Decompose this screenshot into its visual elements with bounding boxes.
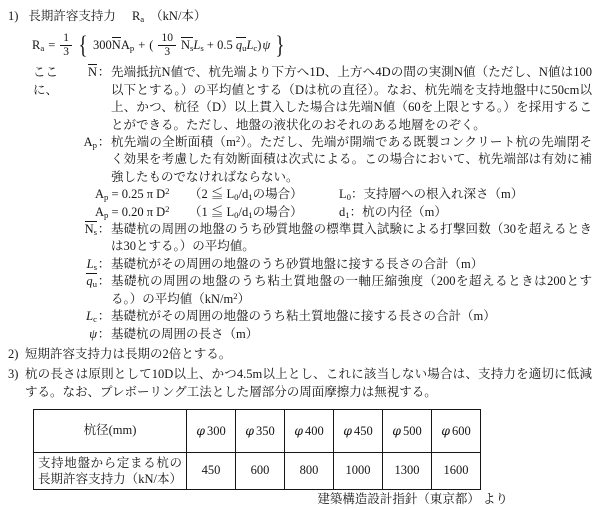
open-paren: ( [149, 37, 154, 52]
ap-note: $d_1$：杭の内径（m） [339, 204, 447, 220]
capacity-row-label-line2: 長期許容支持力（kN/本） [38, 472, 182, 487]
section3 [8, 366, 592, 401]
section3-number: 3) [8, 367, 19, 382]
table-value-row [34, 453, 481, 490]
definition-prefix [33, 134, 75, 186]
definition-text: 基礎杭がその周囲の地盤のうち粘土質地盤に接する長さの合計（m） [111, 309, 496, 324]
friction-fraction [158, 32, 176, 58]
definitions-list [33, 64, 592, 343]
definition-colon: ： [97, 65, 111, 80]
phi-symbol: φ [392, 422, 401, 438]
phi-symbol: φ [245, 422, 254, 438]
definition-prefix [33, 221, 75, 256]
pile-diameter-header [334, 410, 383, 453]
bearing-capacity-value: 1600 [432, 453, 481, 490]
diameter-number: 600 [452, 423, 471, 438]
section2-number: 2) [8, 346, 19, 361]
bearing-capacity-value: 1000 [334, 453, 383, 490]
table-header-row [34, 410, 481, 453]
bearing-capacity-value: 1300 [383, 453, 432, 490]
definition-row [33, 273, 592, 308]
bearing-capacity-value: 450 [187, 453, 236, 490]
fraction-numerator: 10 [158, 32, 176, 46]
pile-diameter-header [383, 410, 432, 453]
section1-heading [8, 8, 592, 25]
definition-symbol: $L_s$ [86, 256, 97, 273]
section2-text: 短期許容支持力は長期の2倍とする。 [25, 346, 232, 361]
ap-formula-row [95, 204, 592, 221]
ap-formula: $A_p = 0.20$ π $D^2$ [95, 203, 170, 220]
section1-unit: （kN/本） [150, 9, 207, 23]
open-brace: { [78, 31, 88, 59]
diameter-number: 300 [207, 423, 226, 438]
definition-symbol: $L_c$ [86, 309, 97, 325]
section1-number: 1) [8, 9, 19, 23]
definition-symbol: ψ [89, 326, 97, 341]
formula-lhs: $R_a$ [32, 37, 45, 53]
ap-condition: （1 ≦ $L_0/d_1$の場合） [189, 204, 303, 220]
definition-prefix [33, 256, 75, 273]
diameter-number: 500 [403, 423, 422, 438]
definition-colon: ： [97, 256, 111, 271]
capacity-row-label-line1: 支持地盤から定まる杭の [38, 456, 182, 471]
section3-text: 杭の長さは原則として10D以上、かつ4.5m以上とし、これに該当しない場合は、支持力を適切に低減する。なお、プレボーリング工法とした層部分の周面摩擦力は無視する。 [25, 367, 592, 399]
bearing-capacity-table [33, 409, 481, 490]
diameter-number: 350 [256, 423, 275, 438]
definition-row [33, 326, 592, 343]
definition-text: 杭先端の全断面積$(m^2)$。ただし、先端が開端である既製コンクリート杭の先端閉そく効果を考慮した有効断面積は次式による。この場合において、杭先端部は有効に補強したものでなければならない。 [111, 134, 592, 184]
definition-symbol: $q_u$ [86, 274, 97, 290]
definition-prefix [33, 308, 75, 325]
diameter-number: 450 [354, 423, 373, 438]
bearing-capacity-formula [32, 30, 592, 60]
coefficient-fraction [60, 32, 72, 58]
close-brace: } [275, 31, 285, 59]
pile-diameter-header [432, 410, 481, 453]
section2 [8, 346, 592, 363]
definition-symbol: $N_s$ [84, 222, 97, 238]
definition-prefix [33, 326, 75, 343]
definition-text: 基礎杭の周囲の地盤のうち粘土質地盤の一軸圧縮強度（200を超えるときは200とする。）の平均値$(kN/m^2)$ [111, 274, 592, 306]
definition-prefix [33, 273, 75, 308]
definition-symbol: N [87, 65, 97, 80]
fraction-denominator: 3 [63, 45, 70, 58]
definition-row [33, 221, 592, 256]
ap-condition: （2 ≦ $L_0/d_1$の場合） [189, 187, 303, 203]
definition-colon: ： [97, 309, 111, 324]
definition-row [33, 256, 592, 273]
definition-colon: ： [97, 274, 111, 289]
definition-row [33, 64, 592, 134]
skin-friction-term: $N_sL_s + 0.5$ $q_uL_c$ [180, 37, 258, 53]
ap-note: $L_0$：支持層への根入れ深さ（m） [339, 187, 524, 203]
capacity-row-label-cell [34, 453, 187, 490]
fraction-denominator: 3 [164, 45, 171, 58]
plus-operator: + [138, 37, 146, 52]
section1-title: 長期許容支持力 [28, 9, 116, 23]
definition-text: 先端抵抗N値で、杭先端より下方へ1D、上方へ4Dの間の実測N値（ただし、N値は100以下とする。）の平均値とする（Dは杭の直径）。なお、杭先端を支持地盤中に50cm以上、かつ、杭径（D）以上貫入した場合は先端N値（60を上限とする。）を採用することができる。ただし、地盤の液状化のおそれのある地層をのぞく。 [111, 65, 592, 132]
definition-prefix: ここに、 [33, 65, 59, 97]
bearing-capacity-value: 600 [236, 453, 285, 490]
definition-text: 基礎杭がその周囲の地盤のうち砂質地盤に接する長さの合計（m） [111, 256, 484, 271]
ap-formula-row [95, 186, 592, 203]
phi-symbol: φ [196, 422, 205, 438]
pile-diameter-header [285, 410, 334, 453]
close-paren: ) [257, 37, 262, 52]
definition-text: 基礎杭の周囲の長さ（m） [111, 326, 259, 341]
definition-symbol: $A_p$ [83, 135, 97, 151]
definition-row [33, 134, 592, 186]
fraction-numerator: 1 [60, 32, 72, 46]
phi-symbol: φ [294, 422, 303, 438]
phi-symbol: φ [343, 422, 352, 438]
definition-colon: ： [97, 326, 111, 341]
definition-text: 基礎杭の周囲の地盤のうち砂質地盤の標準貫入試験による打撃回数（30を超えるときは30とする。）の平均値。 [111, 222, 592, 254]
tip-resistance-term: $300NA_p$ [93, 37, 135, 53]
definition-colon: ： [97, 135, 111, 150]
phi-symbol: φ [441, 422, 450, 438]
definition-colon: ： [97, 222, 111, 237]
diameter-number: 400 [305, 423, 324, 438]
pile-diameter-header [236, 410, 285, 453]
table-caption: 建築構造設計指針（東京都） より [317, 492, 508, 507]
definition-row [33, 308, 592, 325]
ap-formula: $A_p = 0.25$ π $D^2$ [95, 186, 170, 203]
section1-symbol: $R_a$ [131, 9, 145, 25]
pile-diameter-header [187, 410, 236, 453]
pile-diameter-header-cell: 杭径(mm) [34, 410, 187, 453]
psi-symbol: ψ [262, 37, 271, 52]
equals-sign: = [48, 37, 56, 52]
bearing-capacity-value: 800 [285, 453, 334, 490]
